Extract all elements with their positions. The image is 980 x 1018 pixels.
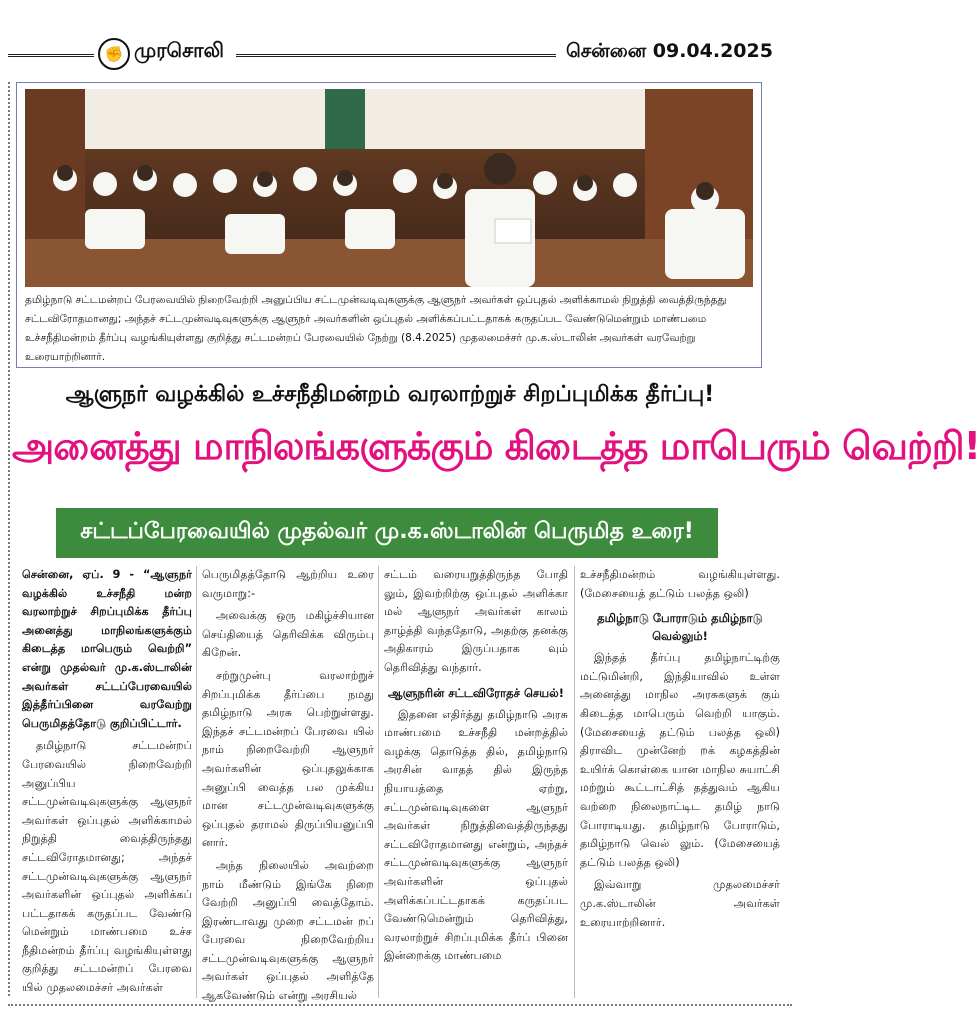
main-headline: அனைத்து மாநிலங்களுக்கும் கிடைத்த மாபெரும் வெற்றி! [12, 424, 980, 468]
assembly-photo [25, 89, 753, 287]
newspaper-name: முரசொலி [134, 38, 224, 62]
article-paragraph: உச்சநீதிமன்றம் வழங்கியுள்ளது. (மேசையைத் தட்டும் பலத்த ஒலி) [580, 568, 780, 600]
section-heading: ஆளுநரின் சட்டவிரோதச் செயல்! [388, 685, 564, 700]
article-paragraph: அவைக்கு ஒரு மகிழ்ச்சியான செய்தியைத் தெரிவிக்க விரும்பு கிறேன். [202, 609, 374, 660]
kicker-headline: ஆளுநர் வழக்கில் உச்சநீதிமன்றம் வரலாற்றுச் சிறப்புமிக்க தீர்ப்பு! [65, 382, 715, 407]
column-divider [196, 566, 197, 998]
article-column-2 [202, 566, 374, 1010]
column-divider [378, 566, 379, 998]
article-lead: சென்னை, ஏப். 9 - “ஆளுநர் வழக்கில் உச்சநீதி மன்ற வரலாற்றுச் சிறப்புமிக்க தீர்ப்பு அனைத்து மாநிலங்களுக்கும் கிடைத்த மாபெரும் வெற்றி” என்று முதல்வர் மு.க.ஸ்டாலின் அவர்கள் சட்டப்பேரவையில் இத்தீர்ப்பினை வரவேற்று பெருமிதத்தோடு குறிப்பிட்டார். [22, 568, 192, 730]
newspaper-logo-icon: ✊ [98, 38, 130, 70]
article-column-3 [384, 566, 568, 970]
masthead [0, 34, 800, 78]
column-divider [574, 566, 575, 998]
footer-rule [8, 1004, 792, 1006]
subheadline-banner: சட்டப்பேரவையில் முதல்வர் மு.க.ஸ்டாலின் பெருமித உரை! [56, 508, 718, 558]
article-paragraph: இதனை எதிர்த்து தமிழ்நாடு அரசு மாண்பமை உச்சநீதி மன்றத்தில் வழக்கு தொடுத்த தில், தமிழ்நாடு அரசின் வாதத் தில் இருந்த நியாயத்தை ஏற்று, சட்டமுன்வடிவுகளை ஆளுநர் அவர்கள் நிறுத்திவைத்திருந்தது சட்டவிரோதமானது என்றும், அந்தச் சட்டமுன்வடிவுகளுக்கு ஆளுநர் அவர்களின் ஒப்புதல் அளிக்கப்பட்டதாகக் கருதப்பட வேண்டுமென்றும் தெரிவித்து, வரலாற்றுச் சிறப்புமிக்க தீர்ப் பினை இன்றைக்கு மாண்பமை [384, 707, 568, 963]
article-paragraph: இவ்வாறு முதலமைச்சர் மு.க.ஸ்டாலின் அவர்கள் உரையாற்றினார். [580, 878, 780, 929]
article-paragraph: தமிழ்நாடு சட்டமன்றப் பேரவையில் நிறைவேற்றி அனுப்பிய சட்டமுன்வடிவுகளுக்கு ஆளுநர் அவர்கள் ஒப்புதல் அளிக்காமல் நிறுத்தி வைத்திருந்தது சட்டவிரோதமானது; அந்தச் சட்டமுன்வடிவுகளுக்கு ஆளுநர் அவர்களின் ஒப்புதல் அளிக்கப் பட்டதாகக் கருதப்பட வேண்டு மென்றும் மாண்பமை உச்ச நீதிமன்றம் தீர்ப்பு வழங்கியுள்ளது குறித்து சட்டமன்றப் பேரவை யில் முதலமைச்சர் அவர்கள் [22, 739, 192, 995]
margin-rule [8, 82, 10, 996]
article-column-4 [580, 566, 780, 936]
article-paragraph: சற்றுமுன்பு வரலாற்றுச் சிறப்புமிக்க தீர்ப்பை நமது தமிழ்நாடு அரசு பெற்றுள்ளது. இந்தச் சட்டமன்றப் பேரவை யில் நாம் நிறைவேற்றி ஆளுநர் அவர்களின் ஒப்புதலுக்காக அனுப்பி வைத்த பல முக்கிய மான சட்டமுன்வடிவுகளுக்கு ஒப்புதல் தராமல் திருப்பியனுப்பி னார். [202, 668, 374, 850]
article-column-1 [22, 566, 192, 1002]
dateline: சென்னை 09.04.2025 [566, 40, 773, 62]
masthead-rule [8, 54, 94, 57]
section-heading: தமிழ்நாடு போராடும் தமிழ்நாடு வெல்லும்! [597, 611, 763, 644]
photo-caption: தமிழ்நாடு சட்டமன்றப் பேரவையில் நிறைவேற்றி அனுப்பிய சட்டமுன்வடிவுகளுக்கு ஆளுநர் அவர்கள் ஒப்புதல் அளிக்காமல் நிறுத்தி வைத்திருந்தது சட்டவிரோதமானது; அந்தச் சட்டமுன்வடிவுகளுக்கு ஆளுநர் அவர்களின் ஒப்புதல் அளிக்கப்பட்டதாகக் கருதப்பட வேண்டுமென்றும் மாண்பமை உச்சநீதிமன்றம் தீர்ப்பு வழங்கியுள்ளது குறித்து சட்டமன்றப் பேரவையில் நேற்று (8.4.2025) முதலமைச்சர் மு.க.ஸ்டாலின் அவர்கள் வரவேற்று உரையாற்றினார். [25, 294, 727, 363]
article-paragraph: பெருமிதத்தோடு ஆற்றிய உரை வருமாறு:- [202, 568, 374, 600]
article-paragraph: சட்டம் வரையறுத்திருந்த போதி லும், இவற்றிற்கு ஒப்புதல் அளிக்கா மல் ஆளுநர் அவர்கள் காலம் தாழ்த்தி வந்ததோடு, அதற்கு தனக்கு அதிகாரம் இருப்பதாக வும் தெரிவித்து வந்தார். [384, 568, 568, 674]
article-paragraph: அந்த நிலையில் அவற்றை நாம் மீண்டும் இங்கே நிறை வேற்றி அனுப்பி வைத்தோம். இரண்டாவது முறை சட்டமன் றப் பேரவை நிறைவேற்றிய சட்டமுன்வடிவுகளுக்கு ஆளுநர் அவர்கள் ஒப்புதல் அளித்தே ஆகவேண்டும் என்று அரசியல் [202, 858, 374, 1003]
masthead-rule [236, 54, 556, 57]
photo-panel [16, 82, 762, 368]
article-paragraph: இந்தத் தீர்ப்பு தமிழ்நாட்டிற்கு மட்டுமின்றி, இந்தியாவில் உள்ள அனைத்து மாநில அரசுகளுக் கும் கிடைத்த மாபெரும் வெற்றி யாகும். (மேசையைத் தட்டும் பலத்த ஒலி) திராவிட முன்னேற் றக் கழகத்தின் உயிர்க் கொள்கை யான மாநில சுயாட்சி மற்றும் கூட்டாட்சித் தத்துவம் ஆகிய வற்றை நிலைநாட்டிட தமிழ் நாடு போராடியது. தமிழ்நாடு போராடும், தமிழ்நாடு வெல் லும். (மேசையைத் தட்டும் பலத்த ஒலி) [580, 651, 780, 869]
